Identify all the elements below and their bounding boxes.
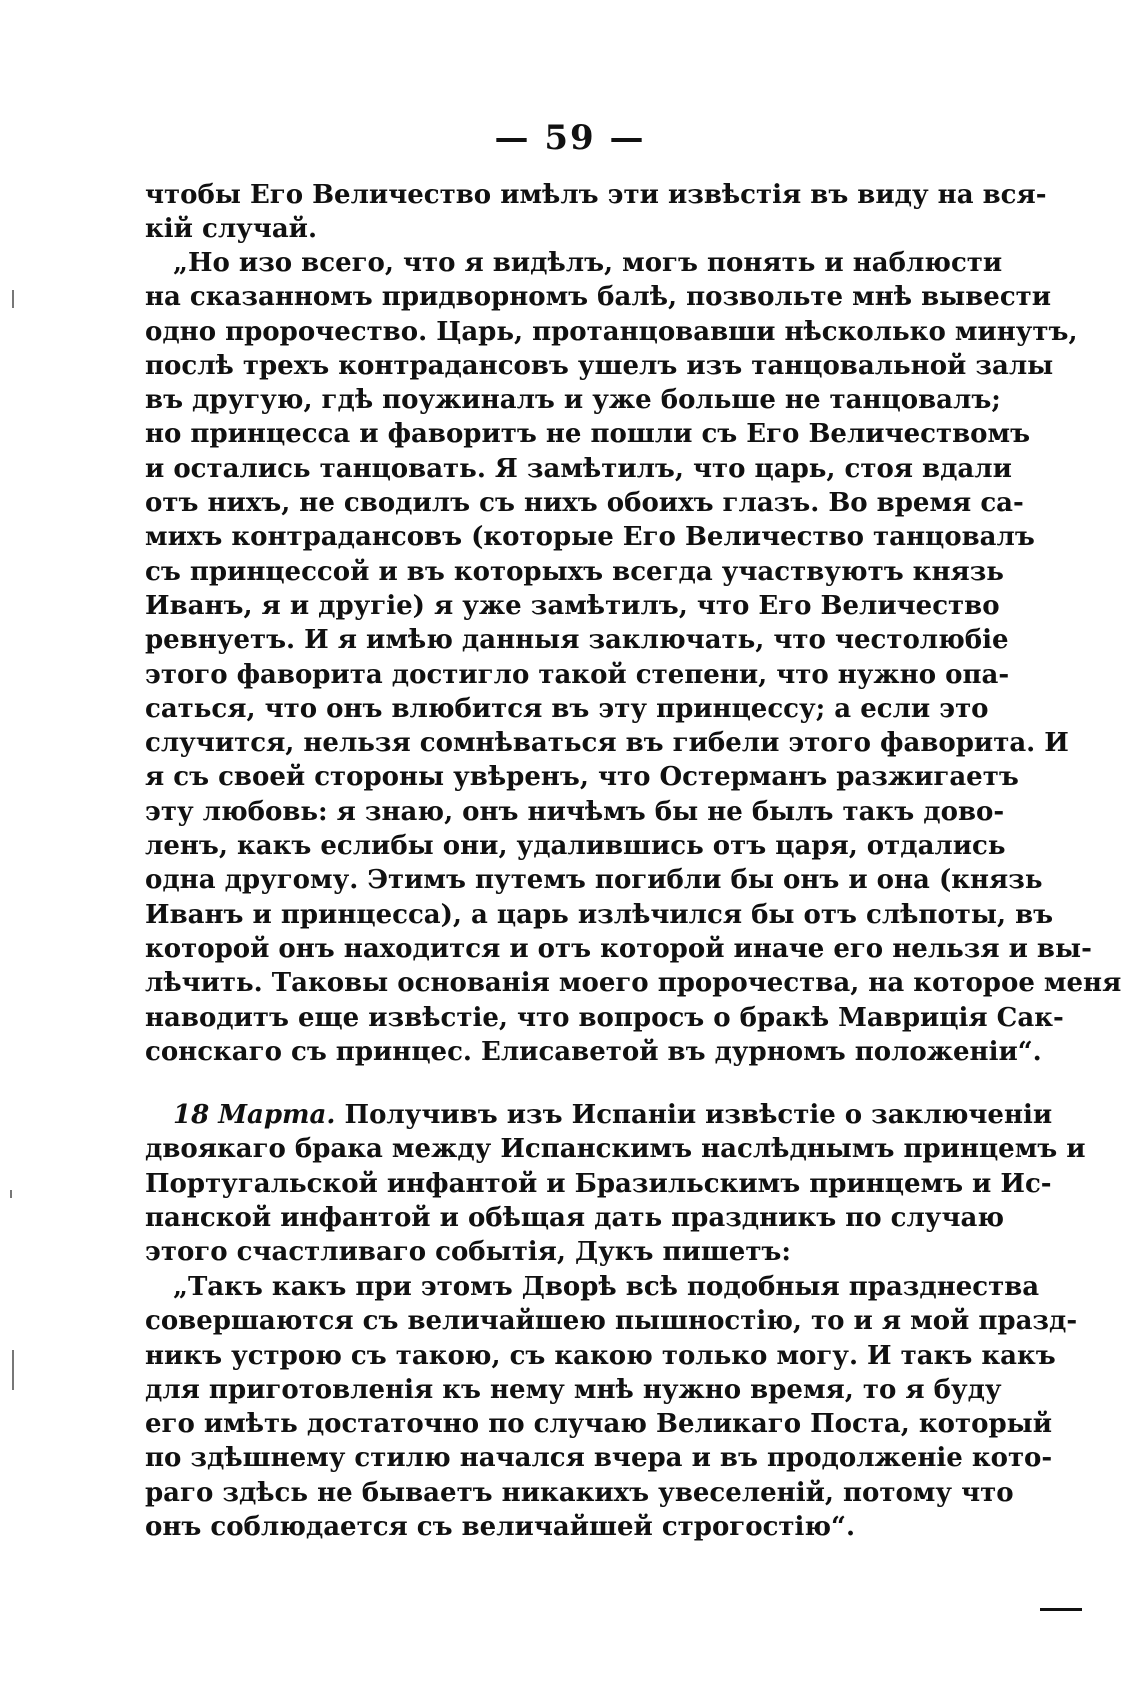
text-line: эту любовь: я знаю, онъ ничѣмъ бы не былъ такъ дово- bbox=[145, 796, 1005, 827]
body-text-2 bbox=[145, 246, 1122, 1069]
text-line: съ принцессой и въ которыхъ всегда участвуютъ князь bbox=[145, 556, 1004, 587]
text-line: его имѣть достаточно по случаю Великаго Поста, который bbox=[145, 1409, 1052, 1440]
end-dash bbox=[1040, 1608, 1082, 1611]
text-line: лѣчить. Таковы основанія моего пророчества, на которое меня bbox=[145, 968, 1122, 999]
text-line: панской инфантой и обѣщая дать праздникъ по случаю bbox=[145, 1202, 1004, 1233]
text-line: Иванъ, я и другіе) я уже замѣтилъ, что Его Величество bbox=[145, 590, 1000, 621]
text-line: для приготовленія къ нему мнѣ нужно время, то я буду bbox=[145, 1374, 1002, 1405]
text-line: одна другому. Этимъ путемъ погибли бы онъ и она (князь bbox=[145, 865, 1043, 896]
text-line-rest: Получивъ изъ Испаніи извѣстіе о заключеніи bbox=[344, 1100, 1053, 1130]
text-line: никъ устрою съ такою, съ какою только могу. И такъ какъ bbox=[145, 1340, 1056, 1371]
text-line: ленъ, какъ еслибы они, удалившись отъ царя, отдались bbox=[145, 831, 1006, 862]
text-line: совершаются съ величайшею пышностію, то и я мой празд- bbox=[145, 1306, 1078, 1337]
page-number: — 59 — bbox=[494, 118, 646, 158]
body-text-1 bbox=[145, 178, 1047, 247]
text-line: на сказанномъ придворномъ балѣ, позвольте мнѣ вывести bbox=[145, 282, 1052, 313]
text-line: „Такъ какъ при этомъ Дворѣ всѣ подобныя празднества bbox=[173, 1272, 1040, 1302]
text-line: случится, нельзя сомнѣваться въ гибели этого фаворита. И bbox=[145, 728, 1069, 759]
text-line: двоякаго брака между Испанскимъ наслѣднымъ принцемъ и bbox=[145, 1134, 1086, 1165]
text-line: саться, что онъ влюбится въ эту принцессу; а если это bbox=[145, 693, 989, 724]
text-line: ревнуетъ. И я имѣю данныя заключать, что честолюбіе bbox=[145, 625, 1009, 656]
text-line: наводитъ еще извѣстіе, что вопросъ о бракѣ Мавриція Сак- bbox=[145, 1002, 1064, 1033]
date-heading: 18 Марта. bbox=[173, 1100, 336, 1130]
margin-mark bbox=[10, 1190, 12, 1198]
text-line: Португальской инфантой и Бразильскимъ принцемъ и Ис- bbox=[145, 1168, 1052, 1199]
text-line: по здѣшнему стилю начался вчера и въ продолженіе кото- bbox=[145, 1443, 1053, 1474]
text-line: въ другую, гдѣ поужиналъ и уже больше не танцовалъ; bbox=[145, 385, 1001, 416]
text-line: Иванъ и принцесса), а царь излѣчился бы отъ слѣпоты, въ bbox=[145, 899, 1054, 930]
text-line: послѣ трехъ контрадансовъ ушелъ изъ танцовальной залы bbox=[145, 350, 1054, 381]
text-line: одно пророчество. Царь, протанцовавши нѣсколько минутъ, bbox=[145, 316, 1078, 347]
text-line bbox=[145, 1098, 1053, 1132]
text-line: этого счастливаго событія, Дукъ пишетъ: bbox=[145, 1237, 791, 1268]
text-line: которой онъ находится и отъ которой иначе его нельзя и вы- bbox=[145, 933, 1092, 964]
text-line: я съ своей стороны увѣренъ, что Остерманъ разжигаетъ bbox=[145, 762, 1019, 793]
text-line: кій случай. bbox=[145, 214, 318, 245]
text-line: и остались танцовать. Я замѣтилъ, что царь, стоя вдали bbox=[145, 453, 1012, 484]
text-line: но принцесса и фаворитъ не пошли съ Его Величествомъ bbox=[145, 419, 1031, 450]
text-line: михъ контрадансовъ (которые Его Величество танцовалъ bbox=[145, 522, 1035, 553]
text-line: сонскаго съ принцес. Елисаветой въ дурномъ положеніи“. bbox=[145, 1036, 1042, 1067]
text-line: этого фаворита достигло такой степени, что нужно опа- bbox=[145, 659, 1010, 690]
margin-mark bbox=[12, 290, 14, 308]
text-line: чтобы Его Величество имѣлъ эти извѣстія въ виду на вся- bbox=[145, 180, 1047, 210]
body-text-4 bbox=[145, 1270, 1078, 1544]
text-line: отъ нихъ, не сводилъ съ нихъ обоихъ глазъ. Во время са- bbox=[145, 488, 1024, 519]
text-line: раго здѣсь не бываетъ никакихъ увеселеній, потому что bbox=[145, 1477, 1014, 1508]
text-line: онъ соблюдается съ величайшей строгостію“. bbox=[145, 1512, 856, 1543]
text-line: „Но изо всего, что я видѣлъ, могъ понять и наблюсти bbox=[173, 248, 1003, 278]
margin-mark bbox=[12, 1350, 14, 1390]
body-text-3 bbox=[145, 1098, 1086, 1269]
